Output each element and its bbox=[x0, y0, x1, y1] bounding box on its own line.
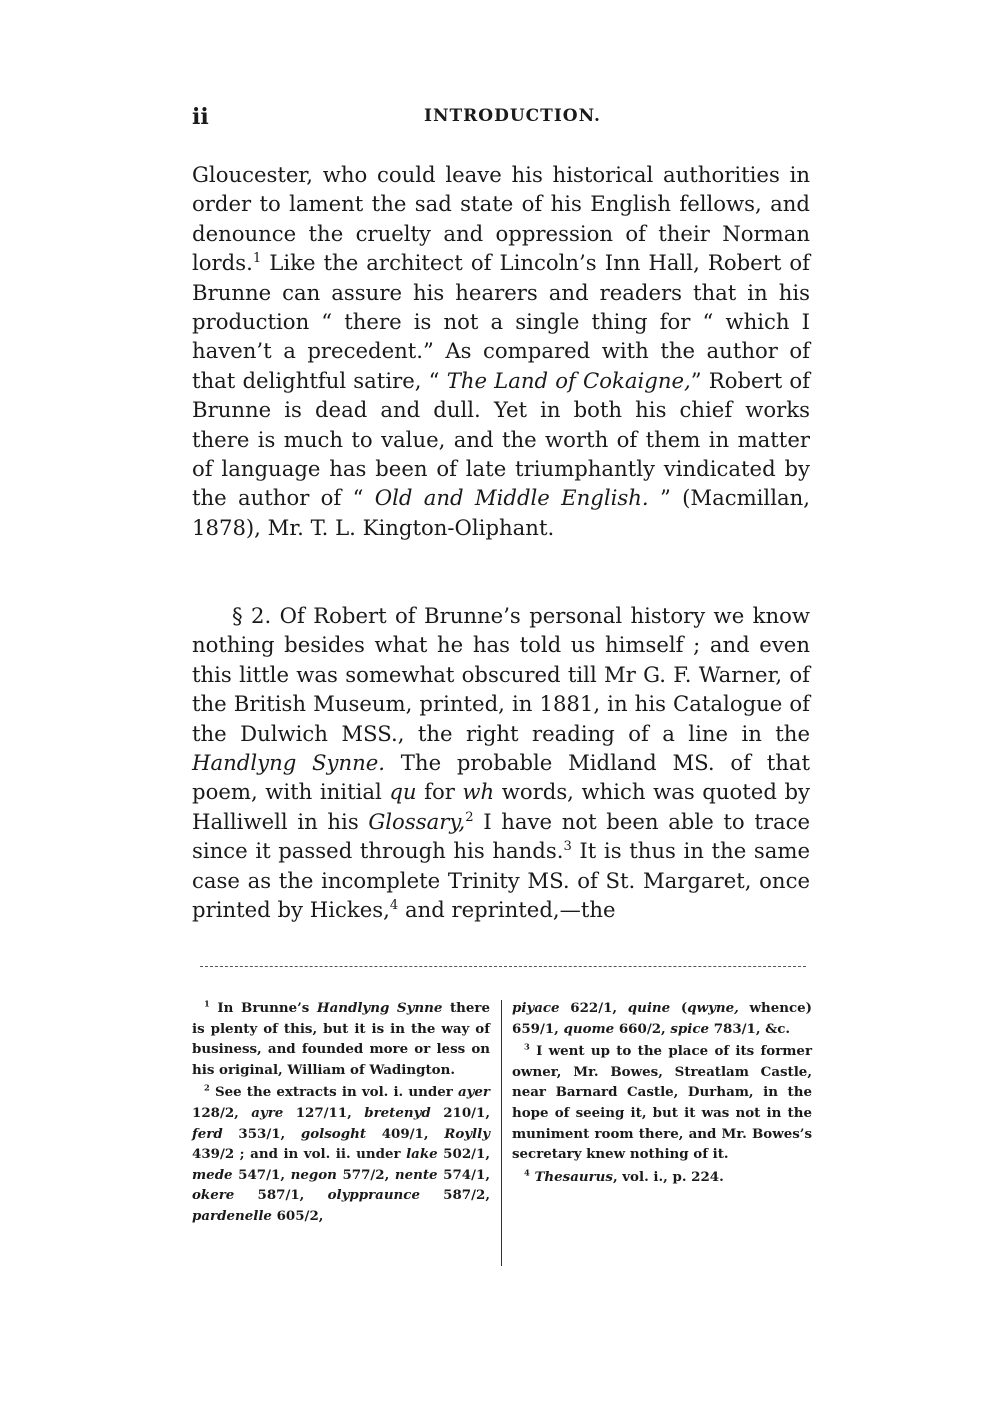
text-run: 409/1, bbox=[366, 1125, 445, 1142]
footnote bbox=[512, 1167, 812, 1188]
footnote-continuation bbox=[512, 998, 812, 1039]
italic-term: bretenyd bbox=[364, 1104, 431, 1121]
text-run: 660/2, bbox=[614, 1020, 671, 1037]
italic-term: lake bbox=[406, 1146, 438, 1163]
footnote bbox=[512, 1041, 812, 1165]
italic-term: Thesaurus bbox=[534, 1168, 613, 1185]
footnotes bbox=[192, 998, 812, 1288]
italic-term: qwyne, bbox=[687, 1000, 739, 1016]
text-run: It is thus in the same case as the incomplete Trinity MS. of St. Margaret, once printed by Hickes, bbox=[192, 838, 810, 923]
footnote-marker: 3 bbox=[563, 839, 572, 855]
text-run: The probable Midland MS. of that poem, with initial bbox=[192, 750, 810, 805]
italic-term: spice bbox=[670, 1020, 710, 1037]
text-run: 439/2 ; and in vol. ii. under bbox=[192, 1146, 407, 1163]
italic-term: wh bbox=[462, 779, 495, 805]
footnote-marker: 3 bbox=[524, 1041, 530, 1052]
italic-term: ferd bbox=[192, 1125, 223, 1142]
italic-term: qu bbox=[389, 779, 417, 805]
text-run: 587/2, bbox=[419, 1187, 490, 1204]
italic-term: Roylly bbox=[444, 1125, 490, 1142]
text-run: words, which was quoted by Halliwell in his bbox=[192, 779, 810, 834]
text-run: § 2. Of Robert of Brunne’s personal history we know nothing besides what he has told us himself ; and even this little was somewhat obscured till Mr G. F. Warner, of the British Museum, printed, in 1881, in his Catalogue of the Dulwich MSS., the right reading of a line in the bbox=[192, 603, 810, 746]
italic-term: Handlyng Synne. bbox=[192, 750, 386, 776]
italic-term: Handlyng Synne bbox=[316, 1000, 443, 1016]
text-run: 574/1, bbox=[437, 1166, 490, 1183]
page-number: ii bbox=[192, 104, 209, 130]
text-run: ” (Macmillan, 1878), Mr. T. L. Kington-Oliphant. bbox=[192, 485, 810, 540]
text-run: I went up to the place of its former owner, Mr. Bowes, Streatlam Castle, near Barnard Castle, Durham, in the hope of seeing it, but it was not in the muniment room there, and Mr. Bowes’s secretary knew nothing of it. bbox=[512, 1043, 812, 1163]
text-run: 127/11, bbox=[283, 1104, 365, 1121]
footnote-marker: 4 bbox=[524, 1167, 530, 1178]
text-run: 605/2, bbox=[271, 1207, 324, 1224]
text-run: 577/2, bbox=[336, 1166, 395, 1183]
italic-term: quome bbox=[563, 1020, 615, 1037]
text-run: Like the architect of Lincoln’s Inn Hall, Robert of Brunne can assure his hearers and readers that in his production “ there is not a single thing for “ which I haven’t a precedent.” As compared with the author of that delightful satire, “ bbox=[192, 250, 810, 393]
italic-term: quine bbox=[627, 1000, 671, 1016]
text-run: and reprinted,—the bbox=[398, 897, 616, 923]
text-run: 210/1, bbox=[430, 1104, 491, 1121]
main-text bbox=[192, 160, 810, 923]
page-header bbox=[192, 104, 810, 134]
italic-term: Glossary, bbox=[368, 808, 466, 834]
text-run: , vol. i., p. 224. bbox=[612, 1168, 724, 1185]
text-run: 622/1, bbox=[559, 1000, 628, 1016]
paragraph-2 bbox=[192, 601, 810, 924]
text-run: 502/1, bbox=[437, 1146, 491, 1163]
italic-term: ayer bbox=[457, 1084, 490, 1101]
footnotes-left-column bbox=[192, 998, 490, 1229]
footnote-marker: 2 bbox=[465, 809, 474, 825]
italic-term: mede bbox=[192, 1166, 233, 1183]
text-run: ” Robert of Brunne is dead and dull. Yet in both his chief works there is much to value, and the worth of them in matter of language has been of late triumphantly vindicated by the author of “ bbox=[192, 367, 810, 511]
paragraph-1 bbox=[192, 160, 810, 542]
text-run: ( bbox=[670, 1000, 688, 1016]
text-run: whence) 659/1, bbox=[512, 1000, 812, 1037]
italic-term: Old and Middle English. bbox=[374, 485, 649, 511]
footnote-marker: 1 bbox=[252, 251, 262, 267]
footnote-marker: 1 bbox=[204, 998, 210, 1009]
italic-term: pardenelle bbox=[192, 1207, 272, 1224]
text-run: 783/1, &c. bbox=[709, 1020, 791, 1037]
italic-term: nente bbox=[394, 1166, 438, 1183]
footnotes-right-column bbox=[512, 998, 812, 1189]
text-run: In Brunne’s bbox=[209, 1000, 317, 1016]
italic-term: piyace bbox=[512, 1000, 560, 1016]
text-run: 587/1, bbox=[234, 1187, 328, 1204]
italic-term: okere bbox=[192, 1187, 235, 1204]
footnote-separator-rule bbox=[200, 966, 806, 967]
text-run: there is plenty of this, but it is in the way of business, and founded more or less on his original, William of Wadington. bbox=[192, 1000, 490, 1078]
footnote-marker: 2 bbox=[204, 1082, 210, 1093]
text-run: Gloucester, who could leave his historical authorities in order to lament the sad state of his English fellows, and denounce the cruelty and oppression of their Norman lords. bbox=[192, 162, 810, 276]
text-run: See the extracts in vol. i. under bbox=[209, 1084, 458, 1101]
italic-term: negon bbox=[290, 1166, 337, 1183]
footnote bbox=[192, 1082, 490, 1226]
italic-term: The Land of Cokaigne, bbox=[446, 367, 691, 393]
italic-term: olyppraunce bbox=[327, 1187, 420, 1204]
footnote-marker: 4 bbox=[389, 898, 399, 913]
text-run: I have not been able to trace since it passed through his hands. bbox=[192, 808, 810, 864]
italic-term: ayre bbox=[251, 1104, 284, 1121]
text-run: 547/1, bbox=[232, 1166, 291, 1183]
text-run: for bbox=[416, 779, 463, 805]
text-run: 353/1, bbox=[222, 1125, 301, 1142]
footnote bbox=[192, 998, 490, 1080]
column-divider bbox=[501, 1000, 502, 1266]
text-run: 128/2, bbox=[192, 1104, 252, 1121]
italic-term: golsoght bbox=[300, 1125, 367, 1142]
running-title: INTRODUCTION. bbox=[424, 106, 601, 126]
